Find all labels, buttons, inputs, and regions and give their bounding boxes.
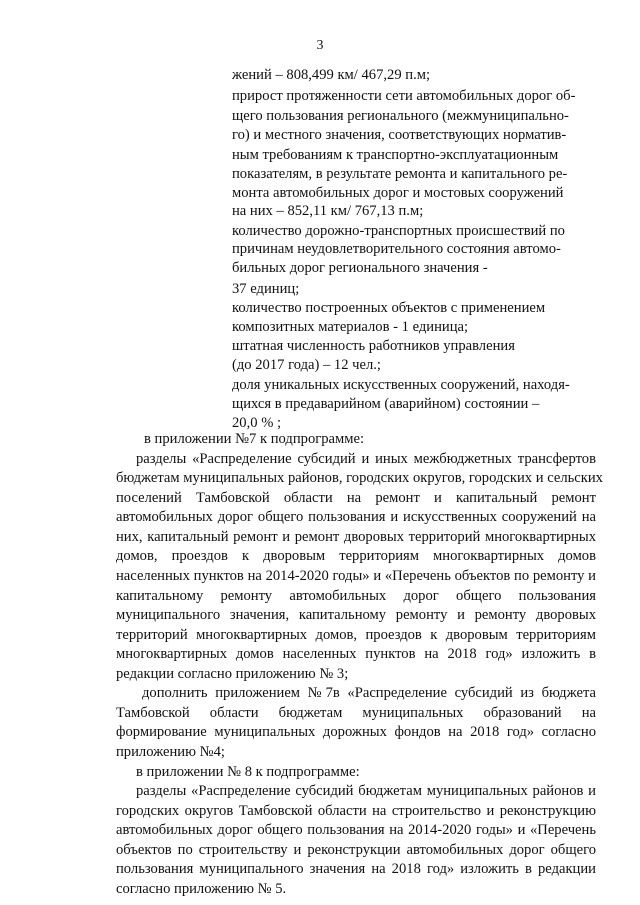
indicator-line: количество построенных объектов с применением [232,300,546,316]
paragraph-line: разделы «Распределение субсидий бюджетам муниципальных районов и [136,783,596,799]
indicator-line: на них – 852,11 км/ 767,13 п.м; [232,203,424,219]
indicator-line: 20,0 % ; [232,415,282,431]
paragraph-line: приложению №4; [116,744,225,760]
paragraph-line: городских округов Тамбовской области на строительство и реконструкцию [116,803,596,819]
paragraph-line: согласно приложению № 5. [116,881,287,897]
paragraph-line: автомобильных дорог общего пользования и искусственных сооружений на [116,509,596,525]
indicator-line: причинам неудовлетворительного состояния автомо- [232,241,561,257]
paragraph-line: редакции согласно приложению № 3; [116,666,349,682]
indicator-line: прирост протяженности сети автомобильных дорог об- [232,88,576,104]
paragraph-line: дополнить приложением №7в «Распределение субсидий из бюджета [142,685,596,701]
paragraph-line: населенных пунктов на 2014-2020 годы» и «Перечень объектов по ремонту и [116,568,596,584]
indicator-line: показателям, в результате ремонта и капитального ре- [232,166,568,182]
indicator-line: щихся в предаварийном (аварийном) состоянии – [232,396,540,412]
paragraph-line: в приложении № 8 к подпрограмме: [136,764,360,780]
paragraph-line: многоквартирных домов населенных пунктов на 2018 год» изложить в [116,646,596,662]
paragraph-line: разделы «Распределение субсидий и иных межбюджетных трансфертов [136,451,596,467]
indicator-line: доля уникальных искусственных сооружений, находя- [232,377,570,393]
page-number: 3 [316,38,324,53]
indicator-line: штатная численность работников управления [232,338,515,354]
indicator-line: (до 2017 года) – 12 чел.; [232,357,381,373]
indicator-line: 37 единиц; [232,281,300,297]
indicator-line: количество дорожно-транспортных происшествий по [232,223,565,239]
indicator-line: щего пользования регионального (межмуниципально- [232,108,569,124]
paragraph-line: пользования муниципального значения на 2018 год» изложить в редакции [116,861,596,877]
paragraph-line: домов, проездов к дворовым территориям многоквартирных домов [116,548,596,564]
paragraph-line: капитальному ремонту автомобильных дорог общего пользования [116,588,596,604]
paragraph-line: автомобильных дорог общего пользования на 2014-2020 годы» и «Перечень [116,822,596,838]
indicator-line: ным требованиям к транспортно-эксплуатационным [232,147,559,163]
indicator-line: бильных дорог регионального значения - [232,260,488,276]
paragraph-line: в приложении №7 к подпрограмме: [144,431,365,447]
indicator-line: монта автомобильных дорог и мостовых сооружений [232,185,564,201]
indicator-line: композитных материалов - 1 единица; [232,319,469,335]
indicator-line: жений – 808,499 км/ 467,29 п.м; [232,67,431,83]
paragraph-line: поселений Тамбовской области на ремонт и капитальный ремонт [116,490,596,506]
indicator-line: го) и местного значения, соответствующих норматив- [232,127,567,143]
paragraph-line: них, капитальный ремонт и ремонт дворовых территорий многоквартирных [116,529,596,545]
paragraph-line: Тамбовской области бюджетам муниципальных образований на [116,705,596,721]
paragraph-line: бюджетам муниципальных районов, городских округов, городских и сельских [116,470,603,486]
paragraph-line: муниципального значения, капитальному ремонту и ремонту дворовых [116,607,596,623]
paragraph-line: формирование муниципальных дорожных фондов на 2018 год» согласно [116,724,596,740]
paragraph-line: объектов по строительству и реконструкции автомобильных дорог общего [116,842,596,858]
paragraph-line: территорий многоквартирных домов, проездов к дворовым территориям [116,627,596,643]
